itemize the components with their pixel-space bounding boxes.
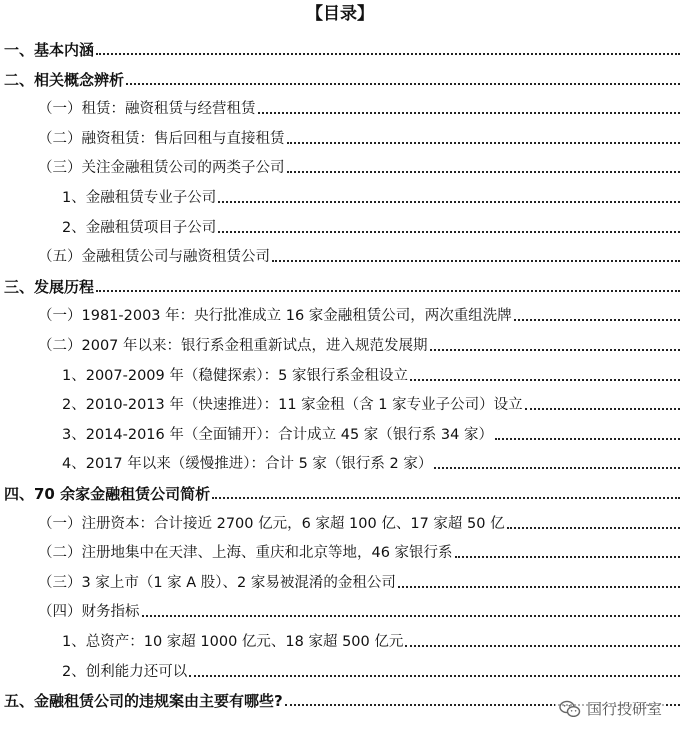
- toc-leader-dots: [212, 497, 680, 499]
- toc-entry-text: 三、发展历程: [4, 277, 95, 296]
- toc-entry[interactable]: [4, 273, 680, 297]
- toc-leader-dots: [272, 260, 680, 262]
- wechat-icon: [559, 700, 581, 718]
- toc-entry-text: 1、2007-2009 年（稳健探索）：5 家银行系金租设立: [62, 367, 408, 384]
- toc-entry-text: （三）关注金融租赁公司的两类子公司: [38, 160, 285, 177]
- toc-entry-text: 一、基本内涵: [4, 41, 95, 59]
- toc-entry[interactable]: [62, 391, 680, 415]
- toc-leader-dots: [258, 112, 680, 114]
- toc-entry-text: 3、2014-2016 年（全面铺开）：合计成立 45 家（银行系 34 家）: [62, 426, 493, 443]
- toc-entry-text: （三）3 家上市（1 家 A 股）、2 家易被混淆的金租公司: [38, 574, 396, 591]
- toc-entry-text: （二）2007 年以来：银行系金租重新试点，进入规范发展期: [38, 338, 428, 354]
- toc-entry[interactable]: [4, 36, 680, 60]
- toc-entry-text: 4、2017 年以来（缓慢推进）：合计 5 家（银行系 2 家）: [62, 456, 433, 473]
- toc-entry[interactable]: [4, 66, 680, 90]
- toc-entry[interactable]: [62, 628, 680, 652]
- toc-entry[interactable]: [38, 569, 680, 593]
- toc-leader-dots: [455, 556, 680, 558]
- toc-entry[interactable]: [38, 332, 680, 356]
- toc-leader-dots: [287, 142, 680, 144]
- toc-entry[interactable]: [38, 539, 680, 563]
- toc-leader-dots: [142, 615, 680, 617]
- toc-entry[interactable]: [38, 598, 680, 622]
- toc-leader-dots: [189, 675, 680, 677]
- toc-entry-text: 1、金融租赁专业子公司: [62, 190, 217, 206]
- toc-entry[interactable]: [62, 450, 680, 474]
- toc-entry-text: （五）金融租赁公司与融资租赁公司: [38, 249, 270, 266]
- toc-leader-dots: [126, 83, 680, 85]
- toc-leader-dots: [287, 171, 680, 173]
- toc-entry[interactable]: [38, 302, 680, 326]
- watermark: [555, 696, 666, 721]
- toc-entry[interactable]: [38, 95, 680, 119]
- toc-entry-text: 2、2010-2013 年（快速推进）：11 家金租（含 1 家专业子公司）设立: [62, 397, 523, 414]
- toc-entry-text: 2、金融租赁项目子公司: [62, 219, 217, 236]
- toc-leader-dots: [430, 349, 680, 351]
- toc-entry[interactable]: [62, 362, 680, 386]
- toc-entry[interactable]: [62, 421, 680, 445]
- toc-entry-text: （四）财务指标: [38, 604, 140, 621]
- toc-leader-dots: [96, 290, 680, 292]
- toc-leader-dots: [398, 586, 680, 588]
- toc-entry[interactable]: [62, 184, 680, 208]
- toc-entry[interactable]: [62, 658, 680, 682]
- toc-leader-dots: [434, 467, 680, 469]
- toc-entry-text: （一）注册资本：合计接近 2700 亿元，6 家超 100 亿、17 家超 50 亿: [38, 515, 505, 532]
- toc-leader-dots: [96, 53, 680, 55]
- toc-entry-text: （一）1981-2003 年：央行批准成立 16 家金融租赁公司，两次重组洗牌: [38, 308, 512, 325]
- toc-entry-text: 二、相关概念辨析: [4, 70, 125, 89]
- toc-leader-dots: [410, 379, 680, 381]
- toc-entry[interactable]: [62, 214, 680, 238]
- toc-leader-dots: [495, 438, 680, 440]
- toc-leader-dots: [405, 645, 680, 647]
- toc-leader-dots: [218, 231, 680, 233]
- toc-leader-dots: [507, 527, 680, 529]
- toc-entry[interactable]: [38, 510, 680, 534]
- toc-entry-text: 四、70 余家金融租赁公司简析: [4, 485, 211, 503]
- toc-leader-dots: [525, 408, 680, 410]
- toc-entry[interactable]: [38, 125, 680, 149]
- toc-entry[interactable]: [38, 154, 680, 178]
- toc-entry-text: 1、总资产：10 家超 1000 亿元、18 家超 500 亿元: [62, 634, 404, 650]
- toc-title: 【目录】: [306, 4, 374, 24]
- toc-entry[interactable]: [4, 480, 680, 504]
- toc-entry[interactable]: [38, 243, 680, 267]
- toc-leader-dots: [514, 319, 680, 321]
- toc-entry-text: 2、创利能力还可以: [62, 663, 188, 680]
- watermark-text: 国行投研室: [586, 700, 662, 718]
- toc-entry-text: 五、金融租赁公司的违规案由主要有哪些?: [4, 692, 283, 711]
- toc-entry-text: （一）租赁：融资租赁与经营租赁: [38, 101, 256, 118]
- toc-leader-dots: [218, 201, 680, 203]
- toc-entry-text: （二）融资租赁：售后回租与直接租赁: [38, 130, 285, 147]
- toc-entry-text: （二）注册地集中在天津、上海、重庆和北京等地，46 家银行系: [38, 545, 453, 562]
